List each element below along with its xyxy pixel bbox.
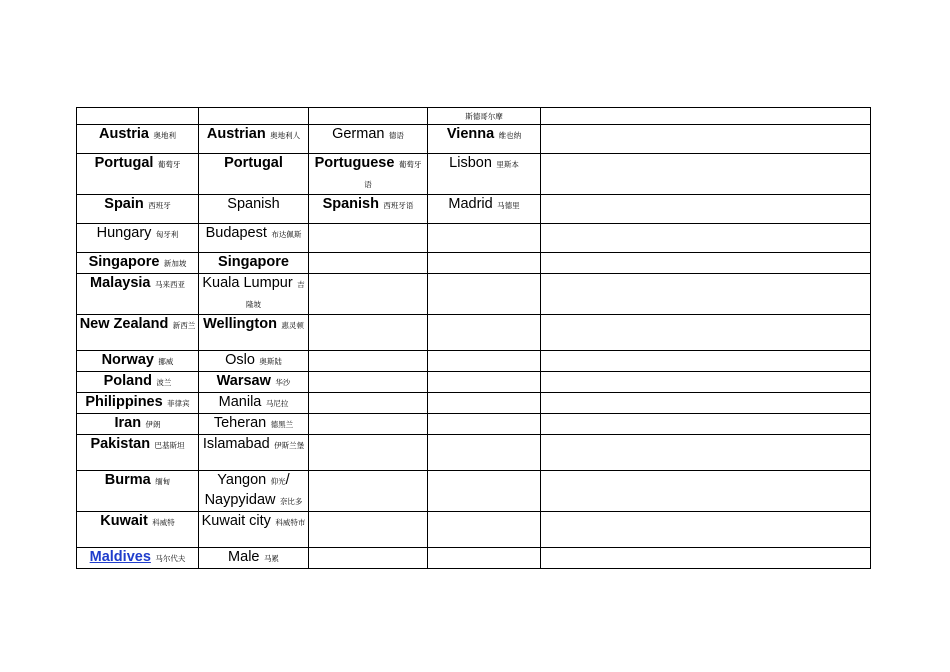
cell-english-text: Lisbon xyxy=(449,155,492,171)
table-cell xyxy=(309,548,428,569)
table-cell-empty xyxy=(541,512,871,548)
table-cell xyxy=(77,125,199,154)
table-cell xyxy=(309,253,428,274)
table-cell xyxy=(199,224,309,253)
cell-english-text: Teheran xyxy=(213,415,267,431)
table-cell xyxy=(428,224,541,253)
table-cell xyxy=(77,548,199,569)
table-cell xyxy=(428,351,541,372)
table-cell-empty xyxy=(541,274,871,315)
cell-english-text: Kuwait city xyxy=(201,513,271,529)
cell-english-text: Portugal xyxy=(224,155,283,171)
table-cell-empty xyxy=(541,195,871,224)
cell-english-text: Yangon xyxy=(217,472,267,488)
cell-chinese-text: 马来西亚 xyxy=(154,280,185,289)
cell-chinese-text: 马尼拉 xyxy=(265,399,289,408)
table-cell xyxy=(428,414,541,435)
table-cell xyxy=(199,471,309,512)
cell-english-text: Male xyxy=(228,549,260,565)
table-cell xyxy=(77,224,199,253)
table-cell xyxy=(199,372,309,393)
cell-english-text: Warsaw xyxy=(216,373,271,389)
cell-english-text: Oslo xyxy=(225,352,255,368)
cell-chinese-text: 匈牙利 xyxy=(155,230,179,239)
table-row xyxy=(77,414,871,435)
cell-english-text: Singapore xyxy=(218,254,289,270)
table-cell xyxy=(428,253,541,274)
table-cell xyxy=(199,351,309,372)
cell-english-text: Norway xyxy=(101,352,154,368)
table-row xyxy=(77,154,871,195)
header-cell-empty xyxy=(541,108,871,125)
table-row xyxy=(77,471,871,512)
cell-english-text: Kuala Lumpur xyxy=(202,275,293,291)
table-cell xyxy=(77,315,199,351)
cell-chinese-text: 惠灵顿 xyxy=(281,321,304,330)
table-row xyxy=(77,224,871,253)
table-cell-empty xyxy=(541,154,871,195)
table-cell xyxy=(199,125,309,154)
cell-english-text: Islamabad xyxy=(202,436,270,452)
table-cell xyxy=(428,372,541,393)
table-cell xyxy=(309,125,428,154)
cell-chinese-text: 伊朗 xyxy=(145,420,161,429)
cell-english-text: Poland xyxy=(103,373,152,389)
table-cell-empty xyxy=(541,253,871,274)
table-cell xyxy=(309,315,428,351)
table-cell xyxy=(199,512,309,548)
table-cell xyxy=(77,274,199,315)
table-cell xyxy=(309,512,428,548)
table-row xyxy=(77,393,871,414)
table-cell xyxy=(77,435,199,471)
table-cell xyxy=(428,435,541,471)
cell-english-text: Austria xyxy=(99,126,149,142)
cell-chinese-text: 西班牙 xyxy=(148,201,171,210)
cell-english-text: Naypyidaw xyxy=(204,492,276,508)
cell-chinese-text: 里斯本 xyxy=(496,160,519,169)
cell-english-text: Manila xyxy=(218,394,262,410)
cell-english-text: Budapest xyxy=(205,225,267,241)
table-row xyxy=(77,274,871,315)
header-cell-empty xyxy=(199,108,309,125)
cell-chinese-text: 布达佩斯 xyxy=(271,230,302,239)
cell-chinese-text: 科威特 xyxy=(152,518,175,527)
cell-chinese-text: 挪威 xyxy=(158,357,174,366)
cell-english-text: Hungary xyxy=(96,225,152,241)
cell-chinese-text: 德语 xyxy=(388,131,404,140)
table-cell xyxy=(77,471,199,512)
table-row xyxy=(77,253,871,274)
table-cell xyxy=(199,393,309,414)
table-row xyxy=(77,351,871,372)
cell-chinese-text: 波兰 xyxy=(156,378,172,387)
table-row xyxy=(77,435,871,471)
cell-english-text: Madrid xyxy=(448,196,493,212)
table-cell xyxy=(428,315,541,351)
table-row xyxy=(77,195,871,224)
cell-english-text: Kuwait xyxy=(100,513,148,529)
table-cell xyxy=(309,471,428,512)
table-cell xyxy=(77,414,199,435)
cell-chinese-text: 科威特市 xyxy=(275,518,306,527)
cell-chinese-text: 奥地利 xyxy=(153,131,176,140)
table-cell xyxy=(309,393,428,414)
cell-english-text: Portuguese xyxy=(314,155,395,171)
cell-chinese-text: 马尔代夫 xyxy=(155,554,186,563)
cell-chinese-text: 伊斯兰堡 xyxy=(274,441,305,450)
table-row xyxy=(77,548,871,569)
header-note: 斯德哥尔摩 xyxy=(465,112,503,121)
header-note-cell xyxy=(428,108,541,125)
cell-chinese-text: 奥斯陆 xyxy=(259,357,282,366)
table-cell xyxy=(309,224,428,253)
cell-english-text: Burma xyxy=(104,472,151,488)
table-cell xyxy=(428,393,541,414)
table-cell xyxy=(199,195,309,224)
cell-english-text: Spanish xyxy=(227,196,280,212)
table-row xyxy=(77,315,871,351)
cell-chinese-text: 葡萄牙 xyxy=(157,160,181,169)
table-cell xyxy=(77,195,199,224)
cell-chinese-text: 西班牙语 xyxy=(383,201,414,210)
table-header-row xyxy=(77,108,871,125)
cell-chinese-text: 马累 xyxy=(263,554,279,563)
cell-english-text: Austrian xyxy=(206,126,266,142)
table-cell-empty xyxy=(541,393,871,414)
table-cell xyxy=(309,414,428,435)
cell-english-text: Wellington xyxy=(203,316,277,332)
table-row xyxy=(77,372,871,393)
cell-english-text: Iran xyxy=(114,415,142,431)
table-cell-empty xyxy=(541,372,871,393)
country-table xyxy=(76,107,871,569)
table-cell-empty xyxy=(541,125,871,154)
table-cell-empty xyxy=(541,315,871,351)
table-cell xyxy=(77,512,199,548)
cell-chinese-text: 奈比多 xyxy=(279,497,303,506)
table-body xyxy=(77,108,871,569)
table-cell-empty xyxy=(541,224,871,253)
cell-english-text: German xyxy=(332,126,385,142)
cell-english-text: Singapore xyxy=(88,254,160,270)
cell-chinese-text: 新加坡 xyxy=(163,259,187,268)
table-cell-empty xyxy=(541,414,871,435)
cell-chinese-text: 仰光 xyxy=(270,477,286,486)
table-cell xyxy=(309,372,428,393)
cell-chinese-text: 巴基斯坦 xyxy=(154,441,185,450)
table-cell-empty xyxy=(541,351,871,372)
cell-chinese-text: 葡萄牙语 xyxy=(364,160,422,189)
cell-chinese-text: 奥地利人 xyxy=(270,131,301,140)
table-cell xyxy=(428,274,541,315)
table-cell-empty xyxy=(541,471,871,512)
table-cell xyxy=(199,274,309,315)
cell-chinese-text: 菲律宾 xyxy=(167,399,190,408)
table-cell xyxy=(309,435,428,471)
table-cell xyxy=(199,253,309,274)
table-cell-empty xyxy=(541,548,871,569)
table-cell xyxy=(428,471,541,512)
table-cell xyxy=(199,154,309,195)
table-cell xyxy=(199,414,309,435)
cell-chinese-text: 华沙 xyxy=(275,378,291,387)
table-cell xyxy=(199,315,309,351)
table-cell xyxy=(428,125,541,154)
cell-english-text: New Zealand xyxy=(79,316,169,332)
table-cell-empty xyxy=(541,435,871,471)
table-cell xyxy=(77,253,199,274)
table-cell xyxy=(428,548,541,569)
cell-chinese-text: 吉隆坡 xyxy=(246,280,305,309)
table-row xyxy=(77,512,871,548)
cell-english-text: Malaysia xyxy=(90,275,151,291)
table-cell xyxy=(309,351,428,372)
cell-chinese-text: 缅甸 xyxy=(155,477,171,486)
table-row xyxy=(77,125,871,154)
table-cell xyxy=(428,154,541,195)
table-cell xyxy=(199,548,309,569)
table-cell xyxy=(309,154,428,195)
cell-chinese-text: 德黑兰 xyxy=(270,420,294,429)
table-cell xyxy=(77,372,199,393)
cell-chinese-text: 维也纳 xyxy=(498,131,522,140)
country-link[interactable]: Maldives xyxy=(89,549,151,565)
table-cell xyxy=(77,351,199,372)
table-cell xyxy=(428,512,541,548)
cell-separator: / xyxy=(285,472,290,488)
table-cell xyxy=(428,195,541,224)
cell-english-text: Philippines xyxy=(85,394,163,410)
table-cell xyxy=(309,274,428,315)
cell-chinese-text: 马德里 xyxy=(497,201,520,210)
cell-english-text: Pakistan xyxy=(90,436,151,452)
cell-english-text: Spanish xyxy=(322,196,379,212)
table-cell xyxy=(309,195,428,224)
cell-chinese-text: 新西兰 xyxy=(172,321,196,330)
cell-english-text: Spain xyxy=(104,196,144,212)
table-cell xyxy=(77,393,199,414)
table-cell xyxy=(199,435,309,471)
cell-english-text: Portugal xyxy=(94,155,154,171)
header-cell-empty xyxy=(309,108,428,125)
cell-english-text: Vienna xyxy=(446,126,495,142)
header-cell-empty xyxy=(77,108,199,125)
table-cell xyxy=(77,154,199,195)
